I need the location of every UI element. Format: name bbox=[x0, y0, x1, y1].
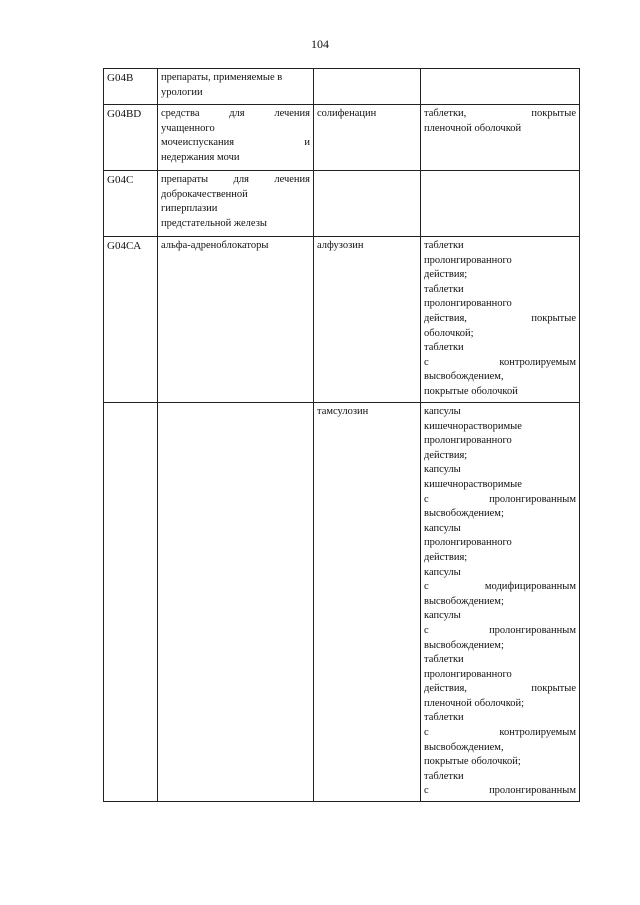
text-line: таблетки bbox=[424, 712, 464, 724]
text-line: препараты для лечения bbox=[161, 174, 310, 185]
text-line: гиперплазии bbox=[161, 203, 218, 215]
text-line: альфа-адреноблокаторы bbox=[161, 240, 269, 251]
text-line: кишечнорастворимые bbox=[424, 420, 522, 432]
drug-table bbox=[103, 68, 580, 802]
text-line: с пролонгированным bbox=[424, 785, 576, 797]
text-line: действия; bbox=[424, 551, 468, 563]
substance-cell bbox=[314, 171, 421, 237]
text-line: средства для лечения bbox=[161, 108, 310, 119]
text-line: таблетки, покрытые bbox=[424, 108, 576, 119]
dosage-forms-cell bbox=[421, 171, 580, 237]
text-line: учащенного bbox=[161, 122, 215, 134]
text-line: действия; bbox=[424, 269, 468, 281]
text-line: пролонгированного bbox=[424, 254, 512, 266]
table-row bbox=[104, 237, 580, 403]
text-line: высвобождением; bbox=[424, 639, 504, 651]
text-line: капсулы bbox=[424, 464, 461, 476]
text-line: капсулы bbox=[424, 406, 461, 417]
text-line: капсулы bbox=[424, 522, 461, 534]
table-row bbox=[104, 171, 580, 237]
text-line: препараты, применяемые в bbox=[161, 72, 283, 83]
text-line: действия; bbox=[424, 449, 468, 461]
atc-code-cell: G04CA bbox=[104, 237, 158, 403]
text-line: пролонгированного bbox=[424, 435, 512, 447]
text-line: высвобождением, bbox=[424, 741, 504, 753]
text-line: с контролируемым bbox=[424, 356, 576, 368]
text-line: капсулы bbox=[424, 610, 461, 622]
substance-cell: солифенацин bbox=[314, 105, 421, 171]
substance-cell: тамсулозин bbox=[314, 403, 421, 802]
anatomical-group-cell bbox=[158, 105, 314, 171]
text-line: пролонгированного bbox=[424, 298, 512, 310]
substance-cell: алфузозин bbox=[314, 237, 421, 403]
table-row bbox=[104, 403, 580, 802]
text-line: пленочной оболочкой bbox=[424, 122, 522, 134]
table-row bbox=[104, 105, 580, 171]
text-line: высвобождением; bbox=[424, 508, 504, 520]
dosage-forms-cell bbox=[421, 403, 580, 802]
text-line: высвобождением; bbox=[424, 595, 504, 607]
text-line: с контролируемым bbox=[424, 727, 576, 739]
text-line: урологии bbox=[161, 86, 203, 98]
text-line: пролонгированного bbox=[424, 537, 512, 549]
text-line: капсулы bbox=[424, 566, 461, 578]
table-row bbox=[104, 69, 580, 105]
text-line: с модифицированным bbox=[424, 581, 576, 593]
text-line: мочеиспускания и bbox=[161, 137, 310, 149]
atc-code-cell: G04C bbox=[104, 171, 158, 237]
anatomical-group-cell bbox=[158, 403, 314, 802]
text-line: таблетки bbox=[424, 770, 464, 782]
atc-code-cell bbox=[104, 403, 158, 802]
text-line: предстательной железы bbox=[161, 217, 267, 229]
text-line: с пролонгированным bbox=[424, 624, 576, 636]
text-line: таблетки bbox=[424, 283, 464, 295]
text-line: таблетки bbox=[424, 240, 464, 251]
text-line: таблетки bbox=[424, 342, 464, 354]
text-line: пленочной оболочкой; bbox=[424, 697, 525, 709]
dosage-forms-cell bbox=[421, 69, 580, 105]
anatomical-group-cell bbox=[158, 69, 314, 105]
text-line: кишечнорастворимые bbox=[424, 478, 522, 490]
text-line: с пролонгированным bbox=[424, 493, 576, 505]
text-line: доброкачественной bbox=[161, 188, 248, 200]
substance-cell bbox=[314, 69, 421, 105]
atc-code-cell: G04B bbox=[104, 69, 158, 105]
dosage-forms-cell bbox=[421, 237, 580, 403]
drug-table-body bbox=[104, 69, 580, 802]
text-line: пролонгированного bbox=[424, 668, 512, 680]
anatomical-group-cell bbox=[158, 171, 314, 237]
text-line: высвобождением, bbox=[424, 371, 504, 383]
text-line: покрытые оболочкой bbox=[424, 385, 518, 397]
text-line: действия, покрытые bbox=[424, 312, 576, 324]
text-line: покрытые оболочкой; bbox=[424, 756, 521, 768]
dosage-forms-cell bbox=[421, 105, 580, 171]
page-number: 104 bbox=[311, 37, 329, 51]
text-line: действия, покрытые bbox=[424, 683, 576, 695]
text-line: таблетки bbox=[424, 654, 464, 666]
text-line: недержания мочи bbox=[161, 151, 240, 163]
atc-code-cell: G04BD bbox=[104, 105, 158, 171]
text-line: оболочкой; bbox=[424, 327, 474, 339]
anatomical-group-cell bbox=[158, 237, 314, 403]
